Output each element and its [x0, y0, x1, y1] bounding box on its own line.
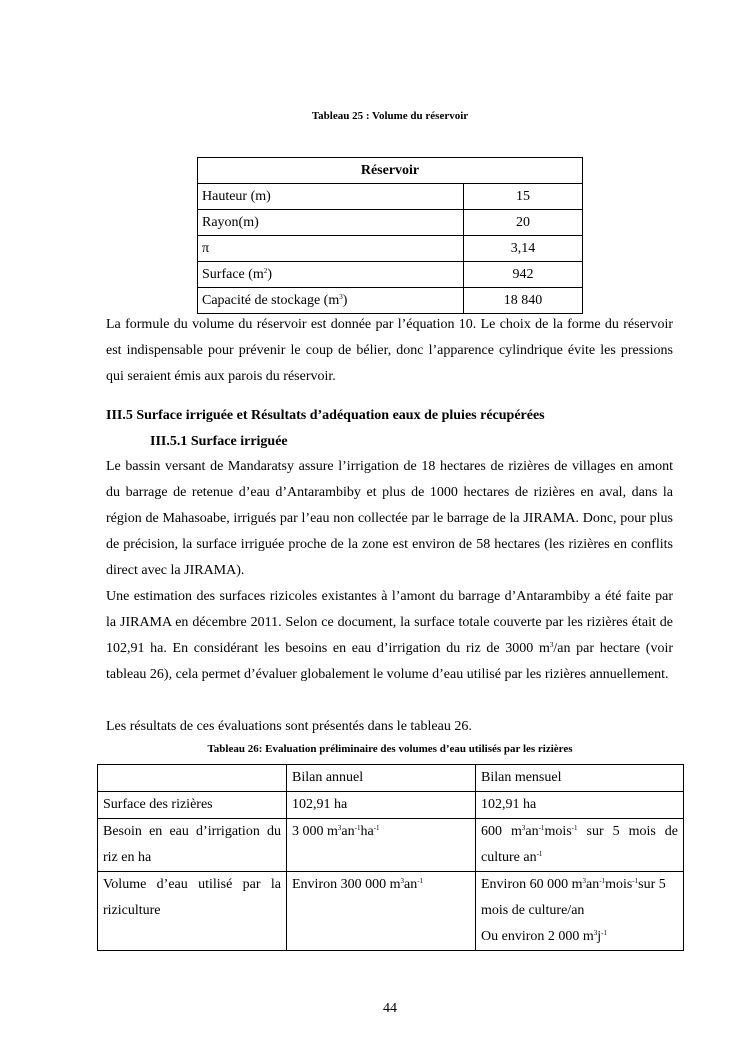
table-row	[198, 262, 583, 288]
row-value: 3,14	[464, 236, 583, 262]
row-label: Besoin en eau d’irrigation du riz en ha	[98, 819, 287, 872]
row-label: Rayon(m)	[198, 210, 464, 236]
header-annual: Bilan annuel	[287, 765, 476, 792]
paragraph-watershed: Le bassin versant de Mandaratsy assure l’irrigation de 18 hectares de rizières de villages en amont du barrage de retenue d’eau d’Antarambiby et plus de 1000 hectares de rizières en aval, dans la région de Mahasoabe, irrigués par l’eau non collectée par le barrage de la JIRAMA. Donc, pour plus de précision, la surface irriguée proche de la zone est environ de 58 hectares (les rizières en conflits direct avec la JIRAMA).	[106, 459, 673, 578]
header-empty-cell	[98, 765, 287, 792]
monthly-value: 102,91 ha	[476, 792, 684, 819]
paragraph-reservoir-formula: La formule du volume du réservoir est donnée par l’équation 10. Le choix de la forme du réservoir est indispensable pour prévenir le coup de bélier, donc l’apparence cylindrique évite les pressions qui seraient émis aux parois du réservoir.	[106, 317, 673, 384]
table-header: Réservoir	[198, 158, 583, 184]
annual-value: 102,91 ha	[287, 792, 476, 819]
reservoir-volume-table	[197, 157, 583, 314]
row-label: Volume d’eau utilisé par la riziculture	[98, 872, 287, 951]
table-row	[198, 210, 583, 236]
row-label: Surface $(m^2)$	[198, 262, 464, 288]
annual-value: 3 000 $m^3an^{-1}ha^{-1}$	[287, 819, 476, 872]
section-heading: III.5 Surface irriguée et Résultats d’adéquation eaux de pluies récupérées	[106, 408, 545, 423]
table-row	[198, 184, 583, 210]
paragraph-estimation: Une estimation des surfaces rizicoles existantes à l’amont du barrage d’Antarambiby a été faite par la JIRAMA en décembre 2011. Selon ce document, la surface totale couverte par les rizières était de 102,91 ha. En considérant les besoins en eau d’irrigation du riz de 3000 $m^3/an$ par hectare (voir tableau 26), cela permet d’évaluer globalement le volume d’eau utilisé par les rizières annuellement.	[106, 589, 673, 682]
table-row	[198, 288, 583, 314]
row-value: 20	[464, 210, 583, 236]
table-25-caption: Tableau 25 : Volume du réservoir	[311, 110, 469, 122]
row-value: 942	[464, 262, 583, 288]
row-label: Surface des rizières	[98, 792, 287, 819]
paragraph-results-intro: Les résultats de ces évaluations sont présentés dans le tableau 26.	[106, 719, 472, 734]
row-label: π	[198, 236, 464, 262]
table-header-row	[198, 158, 583, 184]
table-26-caption: Tableau 26: Evaluation préliminaire des volumes d’eau utilisés par les rizières	[207, 743, 573, 755]
row-value: 15	[464, 184, 583, 210]
row-value: 18 840	[464, 288, 583, 314]
row-label: Capacité de stockage $(m^3)$	[198, 288, 464, 314]
monthly-value: 600 $m^3an^{-1}mois^{-1}$ sur 5 mois de culture $an^{-1}$	[476, 819, 684, 872]
page-number: 44	[383, 1001, 397, 1016]
annual-value: Environ 300 000 $m^3an^{-1}$	[287, 872, 476, 951]
subsection-heading: III.5.1 Surface irriguée	[150, 434, 288, 449]
table-header-row	[98, 765, 684, 792]
header-monthly: Bilan mensuel	[476, 765, 684, 792]
monthly-value: Environ 60 000 $m^3an^{-1}mois^{-1}sur$ 5 mois de culture/an Ou environ 2 000 $m^3j^{-1}$	[476, 872, 684, 951]
table-row	[98, 792, 684, 819]
row-label: Hauteur (m)	[198, 184, 464, 210]
table-row	[198, 236, 583, 262]
table-row	[98, 819, 684, 872]
table-row	[98, 872, 684, 951]
water-volume-table	[97, 764, 684, 951]
